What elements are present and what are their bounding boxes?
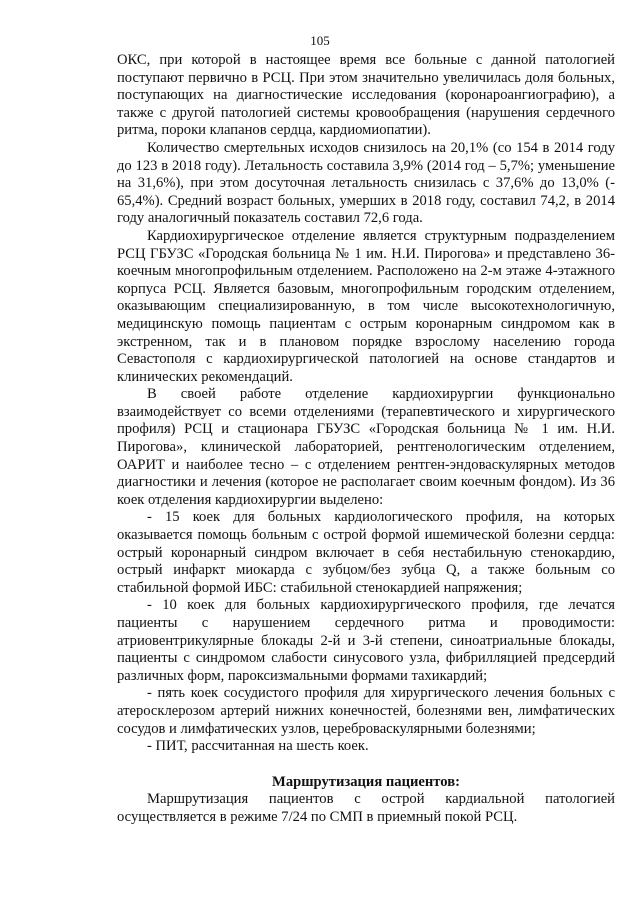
list-item: - 15 коек для больных кардиологического профиля, на которых оказывается помощь больным с острой формой ишемической болезни сердца: острый коронарный синдром включает в себя нестабильную стенокардию, острый инфаркт миокарда с зубцом/без зубца Q, а также больным со стабильной формой ИБС: стабильной стенокардией напряжения; [117, 509, 615, 596]
list-item: - ПИТ, рассчитанная на шесть коек. [147, 738, 369, 755]
document-body [117, 52, 615, 827]
list-item: - пять коек сосудистого профиля для хирургического лечения больных с атеросклерозом артерий нижних конечностей, болезнями вен, лимфатических сосудов и лимфатических узлов, цереброваскулярными болезнями; [117, 685, 615, 737]
paragraph: Маршрутизация пациентов с острой кардиальной патологией осуществляется в режиме 7/24 по СМП в приемный покой РСЦ. [117, 791, 615, 825]
paragraph: Количество смертельных исходов снизилось на 20,1% (со 154 в 2014 году до 123 в 2018 году). Летальность составила 3,9% (2014 год – 5,7%; уменьшение на 31,6%), при этом досуточная летальность снизилась с 37,6% до 13,0% (- 65,4%). Средний возраст больных, умерших в 2018 году, составил 74,2, в 2014 году аналогичный показатель составил 72,6 года. [117, 139, 615, 227]
paragraph: Кардиохирургическое отделение является структурным подразделением РСЦ ГБУЗС «Городская больница № 1 им. Н.И. Пирогова» и представлено 36-коечным многопрофильным отделением. Расположено на 2-м этаже 4-этажного корпуса РСЦ. Является базовым, многопрофильным городским отделением, оказывающим специализированную, в том числе высокотехнологичную, медицинскую помощь пациентам с острым коронарным синдромом как в экстренном, так и в плановом порядке взрослому населению города Севастополя с кардиохирургической патологией на основе стандартов и клинических рекомендаций. [117, 227, 615, 385]
paragraph: ОКС, при которой в настоящее время все больные с данной патологией поступают первично в РСЦ. При этом значительно увеличилась доля больных, поступающих на диагностические исследования (коронароангиографию), а также с другой патологией системы кровообращения (нарушения сердечного ритма, пороки клапанов сердца, кардиомиопатии). [117, 52, 615, 139]
section-heading: Маршрутизация пациентов: [272, 773, 460, 790]
page-number: 105 [310, 33, 330, 48]
list-item: - 10 коек для больных кардиохирургического профиля, где лечатся пациенты с нарушением сердечного ритма и проводимости: атриовентрикулярные блокады 2-й и 3-й степени, синоатриальные блокады, пациенты с синдромом слабости синусового узла, фибрилляцией предсердий различных форм, пароксизмальными формами тахикардий; [117, 597, 615, 684]
paragraph: В своей работе отделение кардиохирургии функционально взаимодействует со всеми отделениями (терапевтического и хирургического профиля) РСЦ и стационара ГБУЗС «Городская больница № 1 им. Н.И. Пирогова», клинической лабораторией, рентгенологическим отделением, ОАРИТ и наиболее тесно – с отделением рентген-эндоваскулярных методов диагностики и лечения (которое не располагает своим коечным фондом). Из 36 коек отделения кардиохирургии выделено: [117, 386, 615, 508]
